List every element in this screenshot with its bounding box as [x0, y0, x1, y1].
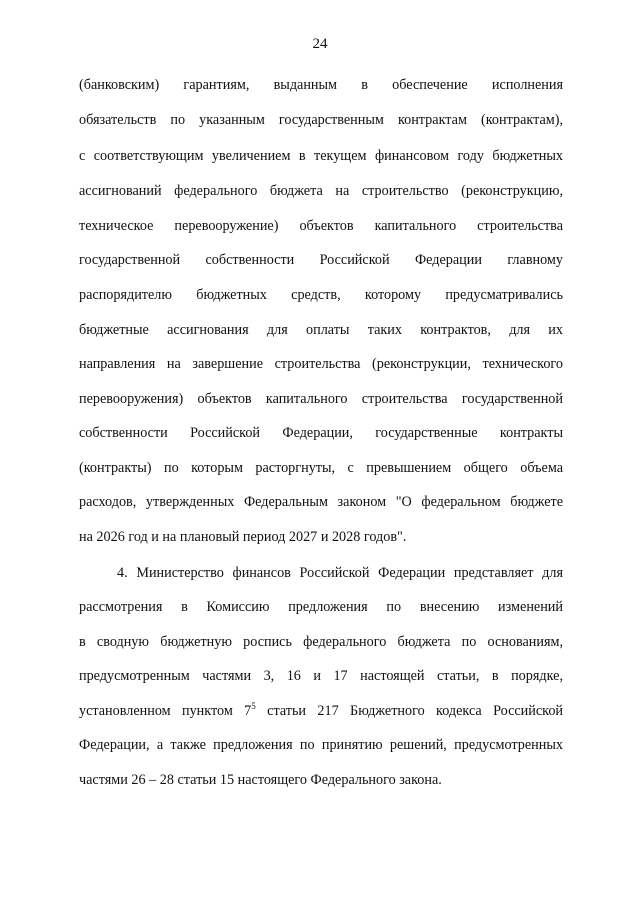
text-line: рассмотрения в Комиссию предложения по внесению изменений [79, 599, 563, 615]
text-line: предусмотренным частями 3, 16 и 17 настоящей статьи, в порядке, [79, 668, 563, 684]
text-line: перевооружения) объектов капитального строительства государственной [79, 391, 563, 407]
text-line: на 2026 год и на плановый период 2027 и 2028 годов". [79, 529, 407, 545]
text-line: распорядителю бюджетных средств, которому предусматривались [79, 287, 563, 303]
text-line: обязательств по указанным государственным контрактам (контрактам), [79, 112, 563, 128]
text-line: в сводную бюджетную роспись федерального бюджета по основаниям, [79, 634, 563, 650]
text-line: техническое перевооружение) объектов капитального строительства [79, 218, 563, 234]
text-line-with-superscript [79, 701, 563, 721]
superscript: 5 [251, 701, 256, 711]
text-line: Федерации, а также предложения по принятию решений, предусмотренных [79, 737, 563, 753]
text-segment: статьи 217 Бюджетного кодекса Российской [255, 703, 564, 719]
text-line: с соответствующим увеличением в текущем финансовом году бюджетных [79, 148, 563, 164]
text-segment: установленном пунктом 7 [79, 703, 252, 719]
text-line: собственности Российской Федерации, государственные контракты [79, 425, 563, 441]
text-line: частями 26 – 28 статьи 15 настоящего Федерального закона. [79, 772, 442, 788]
page-number: 24 [312, 36, 328, 52]
text-line: расходов, утвержденных Федеральным законом "О федеральном бюджете [79, 494, 563, 510]
text-line: государственной собственности Российской Федерации главному [79, 252, 563, 268]
text-line: 4. Министерство финансов Российской Федерации представляет для [117, 565, 563, 581]
text-line: бюджетные ассигнования для оплаты таких контрактов, для их [79, 322, 563, 338]
text-line: (контракты) по которым расторгнуты, с превышением общего объема [79, 460, 563, 476]
text-line: ассигнований федерального бюджета на строительство (реконструкцию, [79, 183, 563, 199]
text-line: направления на завершение строительства (реконструкции, технического [79, 356, 563, 372]
text-line: (банковским) гарантиям, выданным в обеспечение исполнения [79, 77, 563, 93]
